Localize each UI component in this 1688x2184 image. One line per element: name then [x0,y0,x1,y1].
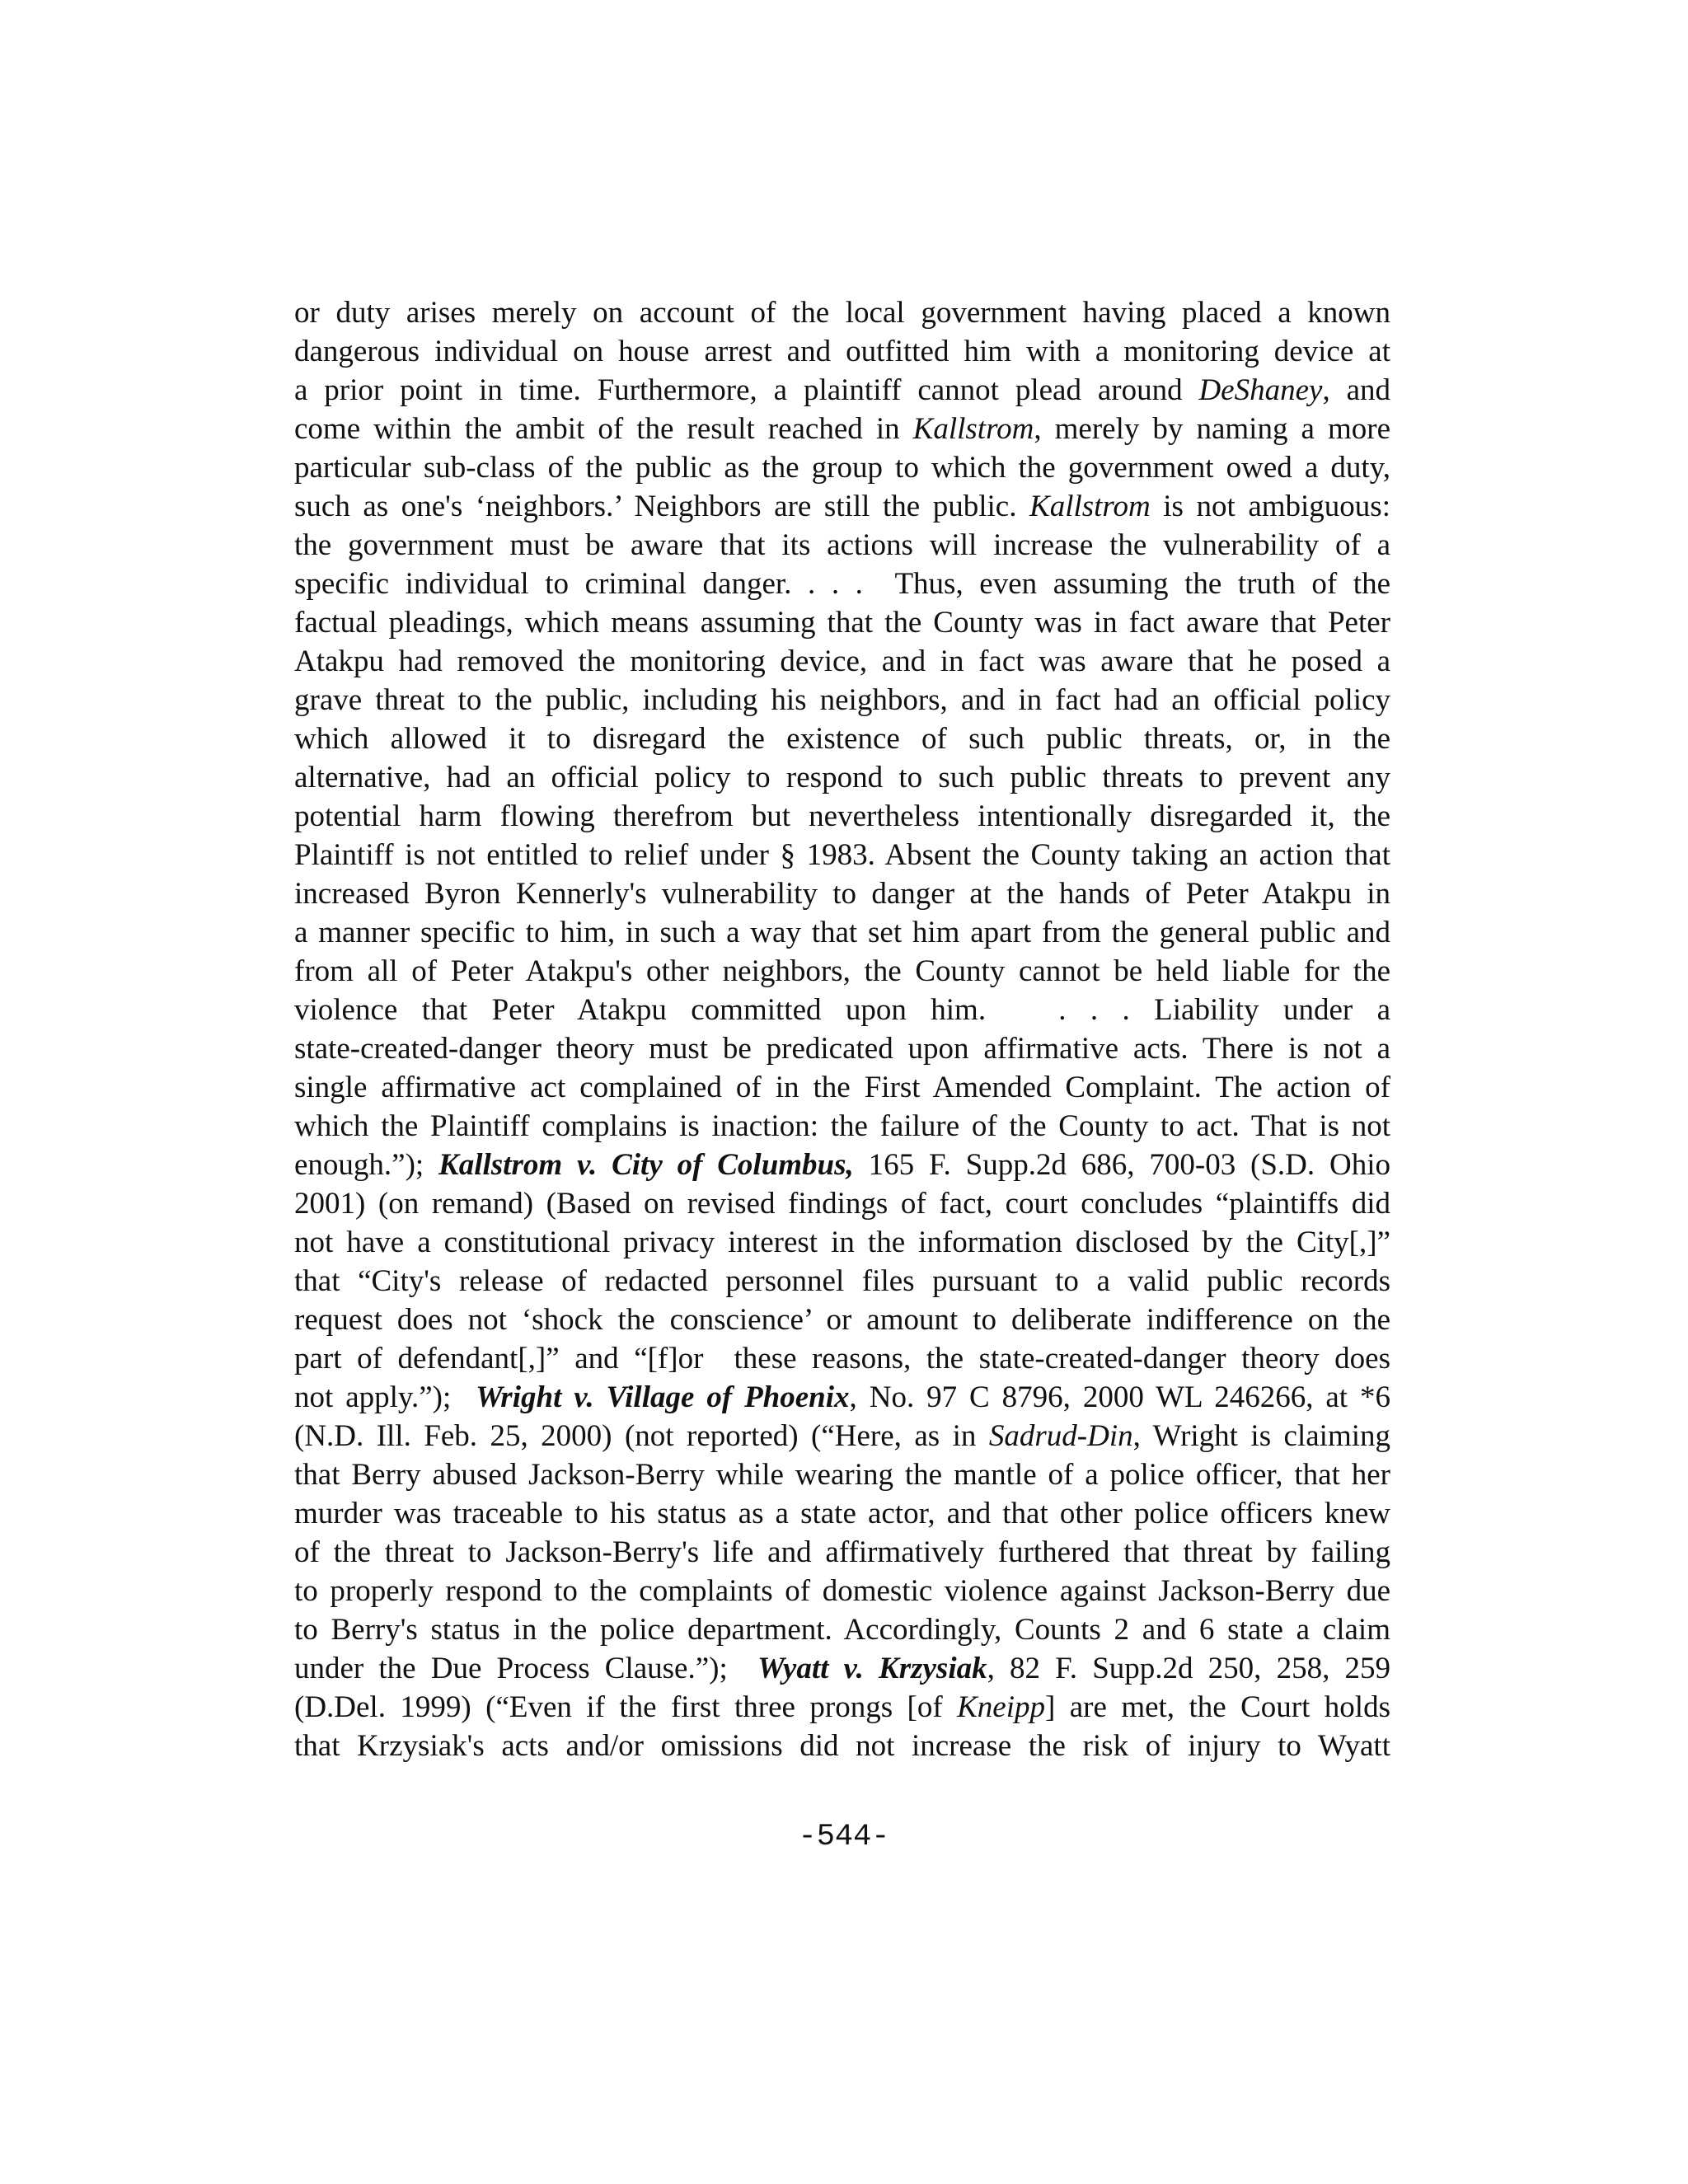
case-name-bold-italic: Wright v. Village of Phoenix [476,1380,850,1414]
text-line: that Krzysiak's acts and/or omissions did not increase the risk of injury to Wyatt [294,1729,1390,1763]
text-line: murder was traceable to his status as a state actor, and that other police officers knew [294,1497,1391,1530]
case-name-italic: Kneipp [957,1690,1045,1724]
text-line: alternative, had an official policy to respond to such public threats to prevent any [294,761,1390,794]
text-line: single affirmative act complained of in the First Amended Complaint. The action of [294,1071,1390,1104]
text-line: under the Due Process Clause.”); Wyatt v. Krzysiak, 82 F. Supp.2d 250, 258, 259 [294,1652,1390,1685]
text-line: not have a constitutional privacy interest in the information disclosed by the City[,]” [294,1226,1390,1259]
text-line: (N.D. Ill. Feb. 25, 2000) (not reported) (“Here, as in Sadrud-Din, Wright is claiming [294,1419,1390,1453]
case-name-bold-italic: Wyatt v. Krzysiak [757,1652,987,1685]
case-name-italic: DeShaney [1198,373,1323,407]
text-line: enough.”); Kallstrom v. City of Columbus, 165 F. Supp.2d 686, 700-03 (S.D. Ohio [294,1148,1390,1182]
text-line: that “City's release of redacted personnel files pursuant to a valid public records [294,1264,1391,1298]
text-line: 2001) (on remand) (Based on revised findings of fact, court concludes “plaintiffs did [294,1187,1390,1221]
text-line: Plaintiff is not entitled to relief under § 1983. Absent the County taking an action that [294,838,1390,872]
text-line: violence that Peter Atakpu committed upon him. . . . Liability under a [294,993,1390,1027]
text-line: from all of Peter Atakpu's other neighbors, the County cannot be held liable for the [294,954,1390,988]
case-name-bold-italic: Kallstrom v. City of Columbus, [438,1148,854,1182]
text-line: not apply.”); Wright v. Village of Phoenix, No. 97 C 8796, 2000 WL 246266, at *6 [294,1380,1390,1414]
body-text [294,293,1390,1765]
text-line: to Berry's status in the police department. Accordingly, Counts 2 and 6 state a claim [294,1613,1390,1647]
text-line: the government must be aware that its actions will increase the vulnerability of a [294,528,1390,562]
text-line: a prior point in time. Furthermore, a plaintiff cannot plead around DeShaney, and [294,373,1391,407]
case-name-italic: Sadrud-Din [988,1419,1133,1453]
text-line: (D.Del. 1999) (“Even if the first three prongs [of Kneipp] are met, the Court holds [294,1690,1390,1724]
page-number: -544- [798,1820,890,1854]
text-line: grave threat to the public, including his neighbors, and in fact had an official policy [294,683,1390,717]
case-name-italic: Kallstrom [1029,490,1151,523]
text-line: a manner specific to him, in such a way that set him apart from the general public and [294,916,1391,949]
text-line: to properly respond to the complaints of domestic violence against Jackson-Berry due [294,1574,1390,1608]
text-line: request does not ‘shock the conscience’ or amount to deliberate indifference on the [294,1303,1390,1337]
text-line: factual pleadings, which means assuming that the County was in fact aware that Peter [294,606,1390,640]
text-line: which the Plaintiff complains is inaction: the failure of the County to act. That is not [294,1109,1390,1143]
text-line: that Berry abused Jackson-Berry while wearing the mantle of a police officer, that her [294,1458,1390,1492]
text-line: or duty arises merely on account of the local government having placed a known [294,296,1390,330]
text-line: come within the ambit of the result reached in Kallstrom, merely by naming a more [294,412,1391,446]
text-line: of the threat to Jackson-Berry's life and affirmatively furthered that threat by failing [294,1535,1390,1569]
text-line: specific individual to criminal danger. . . . Thus, even assuming the truth of the [294,567,1391,601]
text-line: such as one's ‘neighbors.’ Neighbors are still the public. Kallstrom is not ambiguous: [294,490,1390,523]
text-line: which allowed it to disregard the existence of such public threats, or, in the [294,722,1390,756]
text-line: increased Byron Kennerly's vulnerability to danger at the hands of Peter Atakpu in [294,877,1390,911]
text-line: Atakpu had removed the monitoring device, and in fact was aware that he posed a [294,644,1390,678]
text-line: particular sub-class of the public as the group to which the government owed a duty, [294,451,1390,485]
text-line: dangerous individual on house arrest and outfitted him with a monitoring device at [294,335,1390,368]
text-line: potential harm flowing therefrom but nevertheless intentionally disregarded it, the [294,799,1390,833]
text-line: part of defendant[,]” and “[f]or these reasons, the state-created-danger theory does [294,1342,1390,1376]
text-line: state-created-danger theory must be predicated upon affirmative acts. There is not a [294,1032,1390,1066]
case-name-italic: Kallstrom [912,412,1034,446]
